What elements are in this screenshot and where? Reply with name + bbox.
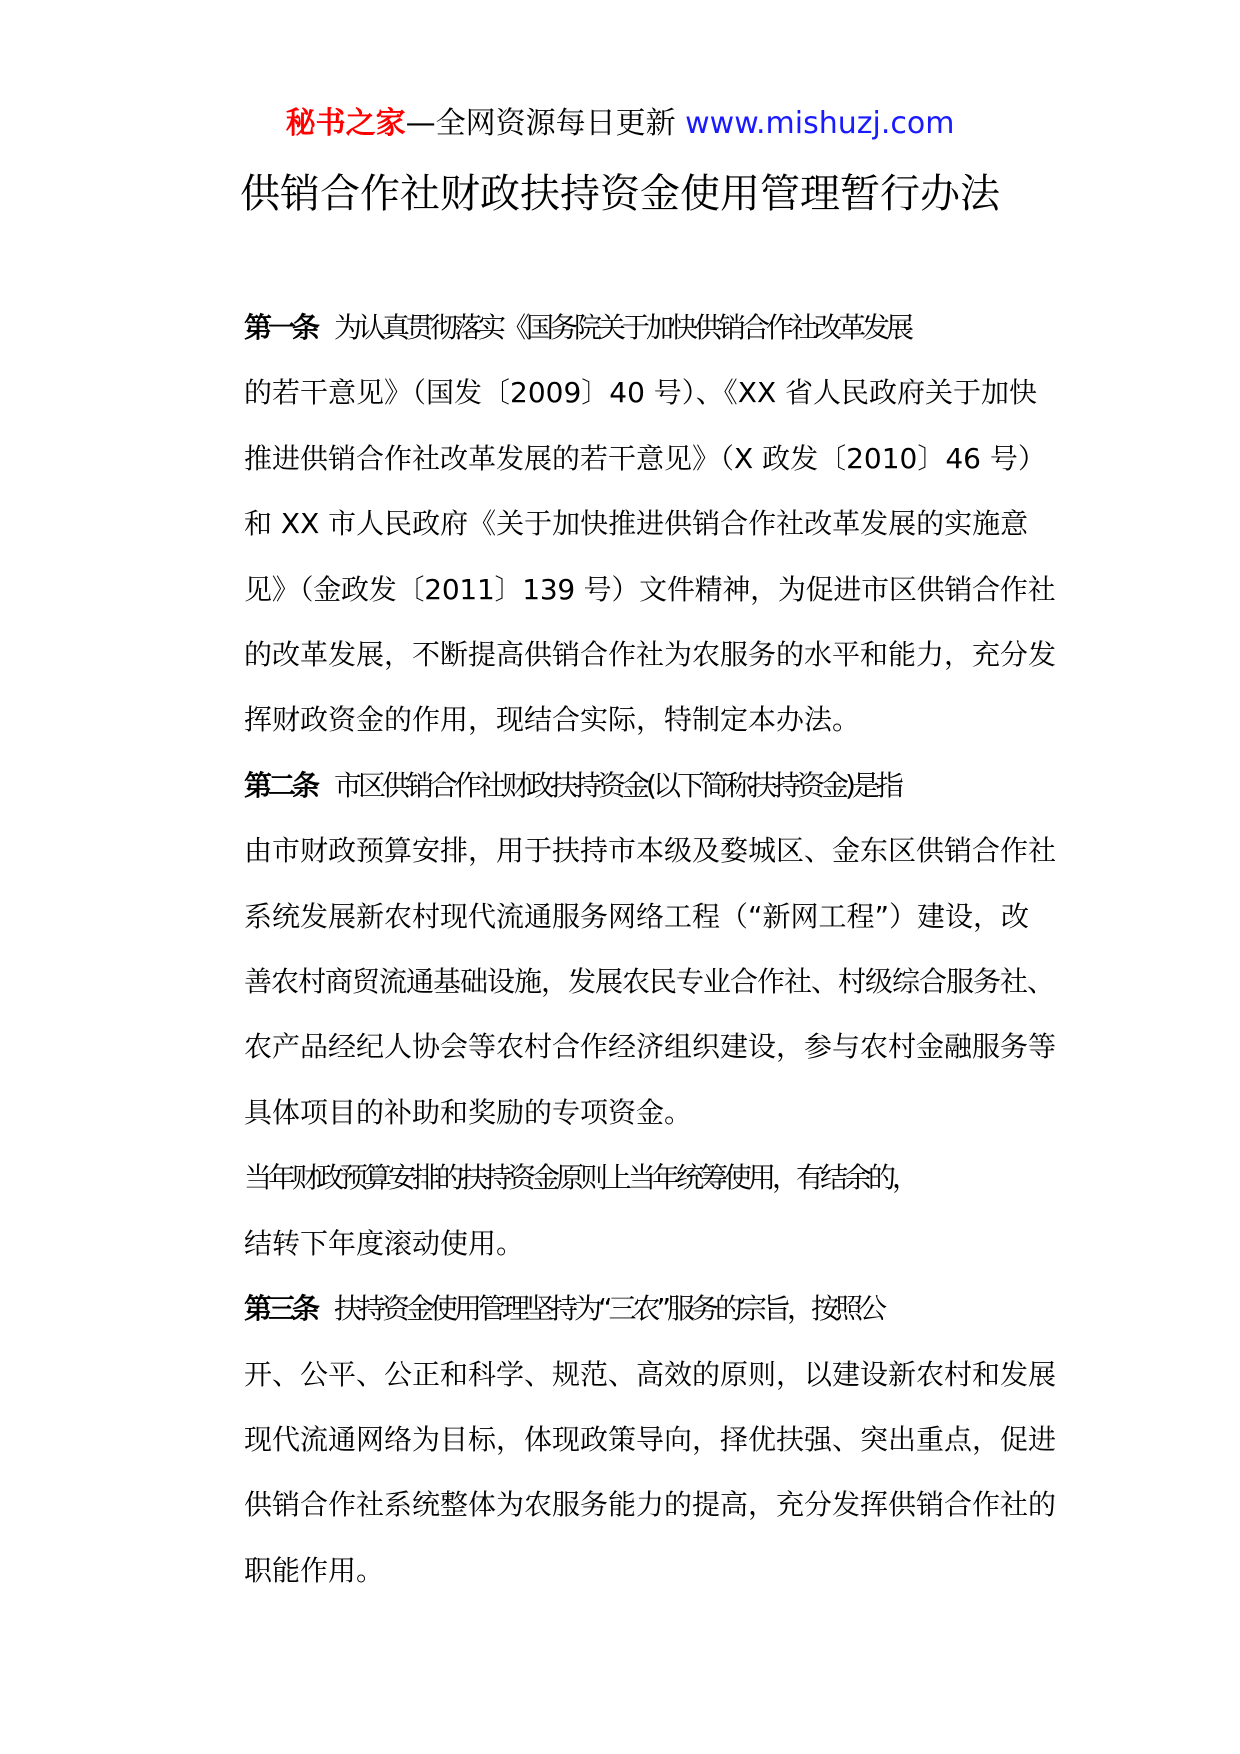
article-1 xyxy=(188,295,1058,753)
article-label: 第一条 xyxy=(244,311,317,344)
text-line: 第三条 扶持资金使用管理坚持为“三农”服务的宗旨，按照公 xyxy=(244,1292,884,1326)
document-body xyxy=(188,295,1058,1603)
article-label: 第三条 xyxy=(244,1292,317,1326)
text-line: 开、公平、公正和科学、规范、高效的原则，以建设新农村和发展 xyxy=(244,1357,1057,1391)
text-line: 具体项目的补助和奖励的专项资金。 xyxy=(244,1095,693,1129)
text-line: 的若干意见》（国发〔2009〕40 号）、《XX 省人民政府关于加快 xyxy=(244,376,1038,410)
text-line: 当年财政预算安排的扶持资金原则上当年统筹使用，有结余的， xyxy=(244,1161,917,1195)
text-line: 和 XX 市人民政府《关于加快推进供销合作社改革发展的实施意 xyxy=(244,507,1029,541)
text-line: 供销合作社系统整体为农服务能力的提高，充分发挥供销合作社的 xyxy=(244,1488,1057,1522)
text-line: 第二条 市区供销合作社财政扶持资金(以下简称扶持资金)是指 xyxy=(244,768,900,802)
text-line: 第一条 为认真贯彻落实《国务院关于加快供销合作社改革发展 xyxy=(244,311,911,344)
text-line: 系统发展新农村现代流通服务网络工程（“新网工程”）建设，改 xyxy=(244,899,1030,933)
article-label: 第二条 xyxy=(244,768,317,802)
brand-name: 秘书之家 xyxy=(285,106,406,141)
site-banner xyxy=(0,104,1240,144)
article-3 xyxy=(188,1276,1058,1603)
article-2-paragraph-2 xyxy=(188,1145,1058,1276)
document-title: 供销合作社财政扶持资金使用管理暂行办法 xyxy=(240,171,1000,217)
article-2 xyxy=(188,753,1058,1145)
text-line: 结转下年度滚动使用。 xyxy=(244,1226,525,1260)
text-line: 的改革发展，不断提高供销合作社为农服务的水平和能力，充分发 xyxy=(244,638,1057,672)
text-line: 善农村商贸流通基础设施，发展农民专业合作社、村级综合服务社、 xyxy=(244,965,1055,999)
text-line: 见》（金政发〔2011〕139 号）文件精神，为促进市区供销合作社 xyxy=(244,572,1056,606)
text-line: 推进供销合作社改革发展的若干意见》（X 政发〔2010〕46 号） xyxy=(244,441,1046,475)
text-line: 由市财政预算安排，用于扶持市本级及婺城区、金东区供销合作社 xyxy=(244,834,1057,868)
site-url-link[interactable]: www.mishuzj.com xyxy=(685,106,955,141)
text-line: 现代流通网络为目标，体现政策导向，择优扶强、突出重点，促进 xyxy=(244,1422,1057,1456)
text-line: 挥财政资金的作用，现结合实际，特制定本办法。 xyxy=(244,703,861,737)
banner-tagline: —全网资源每日更新 xyxy=(405,106,686,141)
text-line: 农产品经纪人协会等农村合作经济组织建设，参与农村金融服务等 xyxy=(244,1030,1057,1064)
text-line: 职能作用。 xyxy=(244,1553,385,1587)
